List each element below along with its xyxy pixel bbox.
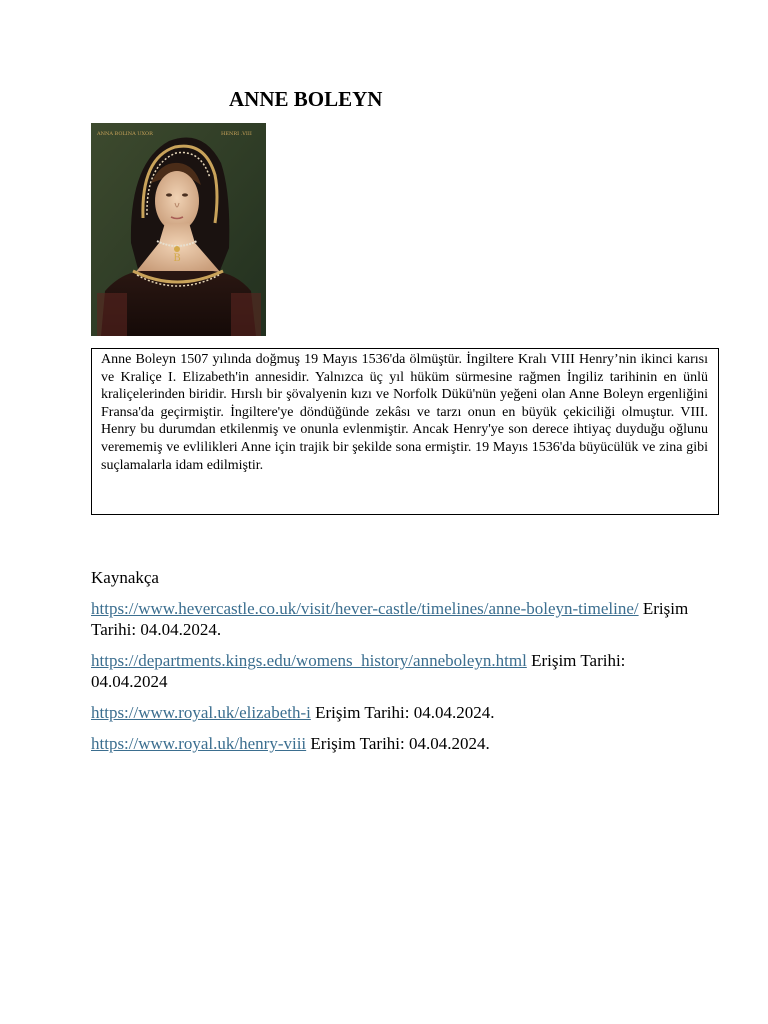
portrait-image — [91, 123, 266, 336]
reference-access-date: Erişim Tarihi: 04.04.2024. — [91, 599, 689, 639]
portrait-inscription-right: HENRI .VIII — [221, 131, 252, 137]
reference-link[interactable]: https://www.royal.uk/elizabeth-i — [91, 703, 311, 722]
portrait-inscription-left: ANNA BOLINA UXOR — [97, 131, 153, 137]
reference-link[interactable]: https://www.hevercastle.co.uk/visit/hever-castle/timelines/anne-boleyn-timeline/ — [91, 599, 639, 618]
references-heading: Kaynakça — [91, 568, 159, 587]
reference-item — [91, 650, 691, 692]
references-section — [91, 567, 691, 764]
reference-access-date: Erişim Tarihi: 04.04.2024. — [315, 703, 495, 722]
reference-item — [91, 733, 691, 754]
reference-item — [91, 702, 691, 723]
reference-access-date: Erişim Tarihi: 04.04.2024. — [310, 734, 490, 753]
page-title: ANNE BOLEYN — [229, 87, 383, 111]
reference-access-date: Erişim Tarihi: 04.04.2024 — [91, 651, 626, 691]
biography-text: Anne Boleyn 1507 yılında doğmuş 19 Mayıs 1536'da ölmüştür. İngiltere Kralı VIII Henry’nin ikinci karısı ve Kraliçe I. Elizabeth'in annesidir. Yalnızca üç yıl hüküm sürmesine rağmen İngiliz tarihinin en ünlü kraliçelerinden biridir. Hırslı bir şövalyenin kızı ve Norfolk Dükü'nün yeğeni olan Anne Boleyn ergenliğini Fransa'da geçirmiştir. İngiltere'ye döndüğünde zekâsı ve tarzı onun en büyük çekiciliği olmuştur. VIII. Henry bu durumdan etkilenmiş ve onunla evlenmiştir. Ancak Henry'ye son derece ihtiyaç duyduğu oğlunu verememiş ve evlilikleri Anne için trajik bir şekilde sona ermiştir. 19 Mayıs 1536'da büyücülük ve zina gibi suçlamalarla idam edilmiştir. — [101, 352, 708, 473]
reference-item — [91, 598, 691, 640]
reference-link[interactable]: https://www.royal.uk/henry-viii — [91, 734, 307, 753]
pendant-letter: B — [173, 253, 181, 264]
portrait-drawing — [91, 123, 266, 336]
biography-box — [91, 348, 719, 515]
reference-link[interactable]: https://departments.kings.edu/womens_history/anneboleyn.html — [91, 651, 527, 670]
